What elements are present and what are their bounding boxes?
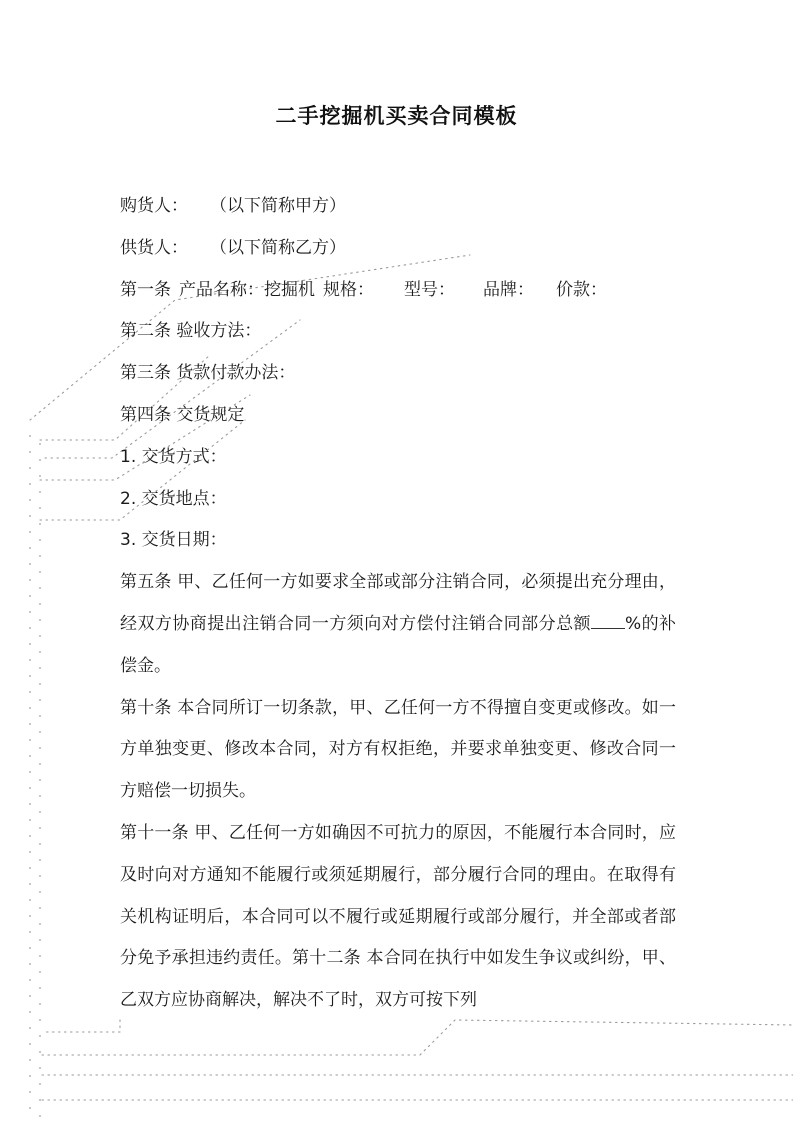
article-2-line: 第二条 验收方法：: [120, 321, 262, 342]
price-label: 价款：: [556, 279, 607, 300]
document-title: 二手挖掘机买卖合同模板: [275, 104, 518, 128]
supplier-label: 供货人：: [120, 237, 188, 258]
brand-label: 品牌：: [483, 279, 534, 300]
article-1-line: [120, 270, 676, 312]
delivery-method-line: 1. 交货方式：: [120, 446, 227, 467]
buyer-label: 购货人：: [120, 196, 188, 216]
buyer-line: [120, 186, 676, 228]
delivery-place-line: 2. 交货地点：: [120, 488, 227, 509]
article-5-paragraph: [120, 562, 676, 687]
supplier-line: [120, 228, 676, 270]
article-10-paragraph: 第十条 本合同所订一切条款，甲、乙任何一方不得擅自变更或修改。如一方单独变更、修改本合同，对方有权拒绝，并要求单独变更、修改合同一方赔偿一切损失。: [120, 697, 676, 802]
article-5-suffix: %的补偿金。: [120, 613, 677, 676]
article-5-text: 第五条 甲、乙任何一方如要求全部或部分注销合同，必须提出充分理由，经双方协商提出注销合同一方须向对方偿付注销合同部分总额: [120, 572, 676, 634]
contract-body: [120, 186, 676, 1022]
buyer-note: （以下简称甲方）: [210, 196, 346, 216]
supplier-note: （以下简称乙方）: [210, 237, 346, 258]
article-11-paragraph: 第十一条 甲、乙任何一方如确因不可抗力的原因，不能履行本合同时，应及时向对方通知不能履行或须延期履行，部分履行合同的理由。在取得有关机构证明后，本合同可以不履行或延期履行或部分履行，并全部或者部分免予承担违约责任。第十二条 本合同在执行中如发生争议或纠纷，甲、乙双方应协商解决，解决不了时，双方可按下列: [120, 822, 676, 1011]
article-3-line: 第三条 货款付款办法：: [120, 363, 296, 384]
article-1-heading: 第一条: [120, 279, 171, 300]
spec-label: 规格：: [323, 279, 374, 300]
delivery-date-line: 3. 交货日期：: [120, 530, 227, 551]
compensation-percent-blank: [591, 612, 625, 629]
model-label: 型号：: [404, 279, 455, 300]
article-4-line: 第四条 交货规定: [120, 404, 245, 425]
product-name-label: 产品名称：挖掘机: [179, 279, 315, 300]
